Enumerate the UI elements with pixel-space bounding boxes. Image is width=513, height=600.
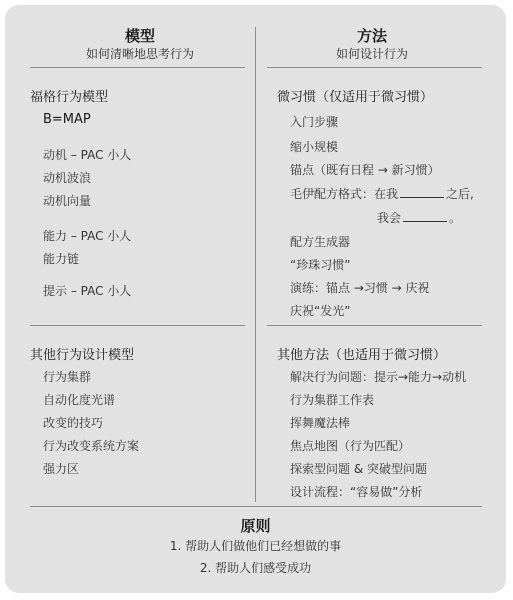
list-item: 焦点地图（行为匹配） — [290, 439, 411, 453]
principle-item: 2. 帮助人们感受成功 — [199, 561, 312, 575]
section-heading-other-models: 其他行为设计模型 — [30, 348, 135, 363]
list-item: 自动化度光谱 — [43, 393, 116, 407]
divider — [267, 325, 482, 326]
list-item: 能力链 — [43, 252, 80, 266]
list-item: 挥舞魔法棒 — [290, 416, 351, 430]
recipe-format-line2 — [377, 209, 461, 226]
section-heading-tiny-habits: 微习惯（仅适用于微习惯） — [277, 90, 434, 105]
list-item: 入门步骤 — [290, 115, 339, 129]
list-item: 动机向量 — [43, 194, 92, 208]
column-divider — [255, 27, 256, 502]
models-subtitle: 如何清晰地思考行为 — [85, 47, 194, 61]
blank-line — [403, 211, 447, 222]
list-item: 庆祝“发光” — [290, 304, 351, 318]
list-item: 能力 – PAC 小人 — [43, 229, 132, 243]
methods-title: 方法 — [356, 27, 387, 45]
list-item: 锚点（既有日程 → 新习惯） — [290, 163, 440, 177]
list-item: 配方生成器 — [290, 235, 351, 249]
list-item: 提示 – PAC 小人 — [43, 284, 132, 298]
recipe-text: 。 — [449, 211, 462, 225]
list-item: 缩小规模 — [290, 140, 339, 154]
list-item: 行为集群工作表 — [290, 393, 375, 407]
models-methods-card — [5, 5, 506, 593]
divider — [30, 506, 482, 507]
divider — [30, 67, 245, 68]
recipe-format-line1 — [290, 185, 474, 202]
principles-title: 原则 — [240, 517, 271, 535]
list-item: “珍珠习惯” — [290, 258, 351, 272]
list-item: 改变的技巧 — [43, 416, 104, 430]
blank-line — [400, 187, 444, 198]
list-item: 动机 – PAC 小人 — [43, 148, 132, 162]
list-item: 动机波浪 — [43, 171, 92, 185]
list-item: 强力区 — [43, 462, 80, 476]
principle-item: 1. 帮助人们做他们已经想做的事 — [169, 539, 342, 553]
section-heading-fogg-model: 福格行为模型 — [30, 90, 109, 105]
models-title: 模型 — [124, 27, 155, 45]
list-item: 探索型问题 & 突破型问题 — [290, 462, 427, 476]
recipe-text: 之后, — [446, 187, 474, 201]
section-heading-other-methods: 其他方法（也适用于微习惯） — [277, 348, 447, 363]
recipe-text: 我会 — [377, 211, 402, 225]
list-item: 演练：锚点 →习惯 → 庆祝 — [290, 281, 430, 295]
methods-subtitle: 如何设计行为 — [335, 47, 408, 61]
list-item: 解决行为问题：提示→能力→动机 — [290, 370, 467, 384]
recipe-text: 毛伊配方格式：在我 — [290, 187, 399, 201]
formula: B=MAP — [43, 112, 91, 127]
divider — [267, 67, 482, 68]
list-item: 设计流程：“容易做”分析 — [290, 485, 423, 499]
list-item: 行为集群 — [43, 370, 92, 384]
divider — [30, 325, 245, 326]
list-item: 行为改变系统方案 — [43, 439, 140, 453]
